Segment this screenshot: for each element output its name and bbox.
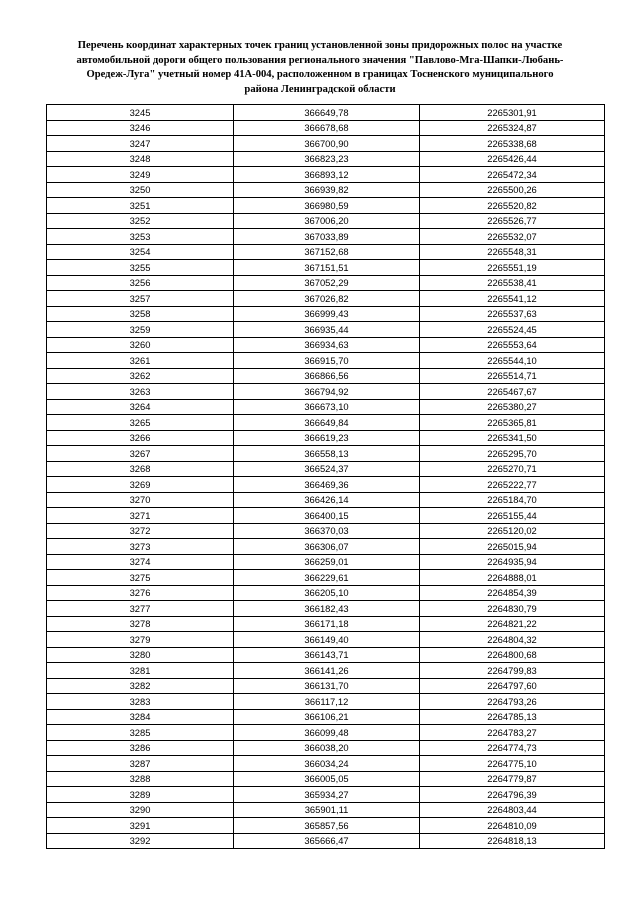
- table-row: [47, 771, 605, 787]
- table-row: [47, 554, 605, 570]
- y-coordinate-cell: 2265526,77: [420, 213, 605, 229]
- x-coordinate-cell: 366935,44: [234, 322, 420, 338]
- table-row: [47, 275, 605, 291]
- y-coordinate-cell: 2264797,60: [420, 678, 605, 694]
- y-coordinate-cell: 2264779,87: [420, 771, 605, 787]
- x-coordinate-cell: 366143,71: [234, 647, 420, 663]
- y-coordinate-cell: 2264821,22: [420, 616, 605, 632]
- point-number-cell: 3260: [47, 337, 234, 353]
- table-row: [47, 213, 605, 229]
- point-number-cell: 3259: [47, 322, 234, 338]
- x-coordinate-cell: 367026,82: [234, 291, 420, 307]
- point-number-cell: 3279: [47, 632, 234, 648]
- x-coordinate-cell: 367152,68: [234, 244, 420, 260]
- table-row: [47, 818, 605, 834]
- table-row: [47, 694, 605, 710]
- x-coordinate-cell: 366649,84: [234, 415, 420, 431]
- y-coordinate-cell: 2264888,01: [420, 570, 605, 586]
- table-row: [47, 787, 605, 803]
- point-number-cell: 3283: [47, 694, 234, 710]
- point-number-cell: 3291: [47, 818, 234, 834]
- table-row: [47, 415, 605, 431]
- y-coordinate-cell: 2264793,26: [420, 694, 605, 710]
- table-row: [47, 663, 605, 679]
- table-row: [47, 260, 605, 276]
- x-coordinate-cell: 366893,12: [234, 167, 420, 183]
- point-number-cell: 3246: [47, 120, 234, 136]
- table-row: [47, 198, 605, 214]
- x-coordinate-cell: 366370,03: [234, 523, 420, 539]
- table-row: [47, 725, 605, 741]
- y-coordinate-cell: 2265015,94: [420, 539, 605, 555]
- point-number-cell: 3266: [47, 430, 234, 446]
- x-coordinate-cell: 366915,70: [234, 353, 420, 369]
- x-coordinate-cell: 366400,15: [234, 508, 420, 524]
- table-row: [47, 105, 605, 121]
- table-row: [47, 833, 605, 849]
- x-coordinate-cell: 366259,01: [234, 554, 420, 570]
- y-coordinate-cell: 2265553,64: [420, 337, 605, 353]
- point-number-cell: 3281: [47, 663, 234, 679]
- point-number-cell: 3271: [47, 508, 234, 524]
- table-row: [47, 601, 605, 617]
- table-row: [47, 306, 605, 322]
- x-coordinate-cell: 365934,27: [234, 787, 420, 803]
- y-coordinate-cell: 2265338,68: [420, 136, 605, 152]
- point-number-cell: 3263: [47, 384, 234, 400]
- y-coordinate-cell: 2265380,27: [420, 399, 605, 415]
- x-coordinate-cell: 367006,20: [234, 213, 420, 229]
- y-coordinate-cell: 2265500,26: [420, 182, 605, 198]
- table-row: [47, 399, 605, 415]
- x-coordinate-cell: 366117,12: [234, 694, 420, 710]
- y-coordinate-cell: 2265184,70: [420, 492, 605, 508]
- table-row: [47, 570, 605, 586]
- x-coordinate-cell: 366469,36: [234, 477, 420, 493]
- point-number-cell: 3252: [47, 213, 234, 229]
- y-coordinate-cell: 2265548,31: [420, 244, 605, 260]
- y-coordinate-cell: 2265467,67: [420, 384, 605, 400]
- x-coordinate-cell: 366524,37: [234, 461, 420, 477]
- x-coordinate-cell: 366099,48: [234, 725, 420, 741]
- x-coordinate-cell: 366823,23: [234, 151, 420, 167]
- table-row: [47, 151, 605, 167]
- table-row: [47, 182, 605, 198]
- point-number-cell: 3255: [47, 260, 234, 276]
- table-row: [47, 647, 605, 663]
- table-row: [47, 337, 605, 353]
- y-coordinate-cell: 2264803,44: [420, 802, 605, 818]
- y-coordinate-cell: 2265365,81: [420, 415, 605, 431]
- table-row: [47, 802, 605, 818]
- x-coordinate-cell: 366005,05: [234, 771, 420, 787]
- point-number-cell: 3253: [47, 229, 234, 245]
- y-coordinate-cell: 2265341,50: [420, 430, 605, 446]
- point-number-cell: 3269: [47, 477, 234, 493]
- x-coordinate-cell: 366182,43: [234, 601, 420, 617]
- table-row: [47, 523, 605, 539]
- y-coordinate-cell: 2265538,41: [420, 275, 605, 291]
- x-coordinate-cell: 366619,23: [234, 430, 420, 446]
- x-coordinate-cell: 366678,68: [234, 120, 420, 136]
- x-coordinate-cell: 365666,47: [234, 833, 420, 849]
- point-number-cell: 3275: [47, 570, 234, 586]
- y-coordinate-cell: 2265544,10: [420, 353, 605, 369]
- point-number-cell: 3284: [47, 709, 234, 725]
- point-number-cell: 3247: [47, 136, 234, 152]
- x-coordinate-cell: 366106,21: [234, 709, 420, 725]
- point-number-cell: 3286: [47, 740, 234, 756]
- coordinates-table: [46, 104, 605, 849]
- point-number-cell: 3258: [47, 306, 234, 322]
- x-coordinate-cell: 366306,07: [234, 539, 420, 555]
- table-row: [47, 446, 605, 462]
- table-row: [47, 322, 605, 338]
- y-coordinate-cell: 2264804,32: [420, 632, 605, 648]
- point-number-cell: 3289: [47, 787, 234, 803]
- table-row: [47, 740, 605, 756]
- y-coordinate-cell: 2264818,13: [420, 833, 605, 849]
- x-coordinate-cell: 366229,61: [234, 570, 420, 586]
- y-coordinate-cell: 2264810,09: [420, 818, 605, 834]
- x-coordinate-cell: 366999,43: [234, 306, 420, 322]
- y-coordinate-cell: 2264785,13: [420, 709, 605, 725]
- x-coordinate-cell: 366673,10: [234, 399, 420, 415]
- table-row: [47, 244, 605, 260]
- table-row: [47, 477, 605, 493]
- y-coordinate-cell: 2265270,71: [420, 461, 605, 477]
- point-number-cell: 3267: [47, 446, 234, 462]
- y-coordinate-cell: 2264796,39: [420, 787, 605, 803]
- table-row: [47, 136, 605, 152]
- title-line-4: района Ленинградской области: [244, 83, 396, 95]
- table-row: [47, 384, 605, 400]
- point-number-cell: 3282: [47, 678, 234, 694]
- document-title: [40, 39, 600, 97]
- point-number-cell: 3285: [47, 725, 234, 741]
- x-coordinate-cell: 366034,24: [234, 756, 420, 772]
- y-coordinate-cell: 2264830,79: [420, 601, 605, 617]
- point-number-cell: 3261: [47, 353, 234, 369]
- table-row: [47, 167, 605, 183]
- y-coordinate-cell: 2265551,19: [420, 260, 605, 276]
- point-number-cell: 3276: [47, 585, 234, 601]
- table-row: [47, 229, 605, 245]
- point-number-cell: 3277: [47, 601, 234, 617]
- table-row: [47, 492, 605, 508]
- table-row: [47, 539, 605, 555]
- y-coordinate-cell: 2264800,68: [420, 647, 605, 663]
- y-coordinate-cell: 2264935,94: [420, 554, 605, 570]
- y-coordinate-cell: 2265222,77: [420, 477, 605, 493]
- y-coordinate-cell: 2265532,07: [420, 229, 605, 245]
- table-row: [47, 461, 605, 477]
- table-row: [47, 709, 605, 725]
- x-coordinate-cell: 366141,26: [234, 663, 420, 679]
- y-coordinate-cell: 2264775,10: [420, 756, 605, 772]
- point-number-cell: 3264: [47, 399, 234, 415]
- y-coordinate-cell: 2265520,82: [420, 198, 605, 214]
- x-coordinate-cell: 367151,51: [234, 260, 420, 276]
- table-row: [47, 756, 605, 772]
- x-coordinate-cell: 366426,14: [234, 492, 420, 508]
- table-row: [47, 353, 605, 369]
- table-row: [47, 291, 605, 307]
- point-number-cell: 3245: [47, 105, 234, 121]
- point-number-cell: 3292: [47, 833, 234, 849]
- y-coordinate-cell: 2265524,45: [420, 322, 605, 338]
- y-coordinate-cell: 2265537,63: [420, 306, 605, 322]
- table-row: [47, 508, 605, 524]
- point-number-cell: 3280: [47, 647, 234, 663]
- y-coordinate-cell: 2264783,27: [420, 725, 605, 741]
- point-number-cell: 3257: [47, 291, 234, 307]
- table-row: [47, 430, 605, 446]
- table-row: [47, 632, 605, 648]
- y-coordinate-cell: 2265472,34: [420, 167, 605, 183]
- x-coordinate-cell: 366794,92: [234, 384, 420, 400]
- title-line-2: автомобильной дороги общего пользования регионального значения "Павлово-Мга-Шапки-Любань-: [76, 54, 564, 66]
- x-coordinate-cell: 365857,56: [234, 818, 420, 834]
- x-coordinate-cell: 365901,11: [234, 802, 420, 818]
- x-coordinate-cell: 366171,18: [234, 616, 420, 632]
- table-row: [47, 120, 605, 136]
- title-line-3: Оредеж-Луга" учетный номер 41А-004, расположенном в границах Тосненского муниципального: [86, 69, 554, 80]
- x-coordinate-cell: 366980,59: [234, 198, 420, 214]
- coordinates-table-body: [47, 105, 605, 849]
- table-row: [47, 368, 605, 384]
- y-coordinate-cell: 2264799,83: [420, 663, 605, 679]
- point-number-cell: 3274: [47, 554, 234, 570]
- y-coordinate-cell: 2265155,44: [420, 508, 605, 524]
- point-number-cell: 3262: [47, 368, 234, 384]
- table-row: [47, 585, 605, 601]
- point-number-cell: 3287: [47, 756, 234, 772]
- title-line-1: Перечень координат характерных точек границ установленной зоны придорожных полос на участке: [77, 40, 563, 51]
- point-number-cell: 3251: [47, 198, 234, 214]
- y-coordinate-cell: 2265426,44: [420, 151, 605, 167]
- x-coordinate-cell: 366700,90: [234, 136, 420, 152]
- y-coordinate-cell: 2265541,12: [420, 291, 605, 307]
- y-coordinate-cell: 2265324,87: [420, 120, 605, 136]
- x-coordinate-cell: 366205,10: [234, 585, 420, 601]
- y-coordinate-cell: 2264854,39: [420, 585, 605, 601]
- point-number-cell: 3278: [47, 616, 234, 632]
- point-number-cell: 3290: [47, 802, 234, 818]
- point-number-cell: 3272: [47, 523, 234, 539]
- y-coordinate-cell: 2265514,71: [420, 368, 605, 384]
- x-coordinate-cell: 366866,56: [234, 368, 420, 384]
- y-coordinate-cell: 2264774,73: [420, 740, 605, 756]
- point-number-cell: 3256: [47, 275, 234, 291]
- x-coordinate-cell: 367033,89: [234, 229, 420, 245]
- y-coordinate-cell: 2265120,02: [420, 523, 605, 539]
- x-coordinate-cell: 366131,70: [234, 678, 420, 694]
- x-coordinate-cell: 366939,82: [234, 182, 420, 198]
- point-number-cell: 3249: [47, 167, 234, 183]
- table-row: [47, 678, 605, 694]
- point-number-cell: 3248: [47, 151, 234, 167]
- y-coordinate-cell: 2265301,91: [420, 105, 605, 121]
- x-coordinate-cell: 366558,13: [234, 446, 420, 462]
- x-coordinate-cell: 366934,63: [234, 337, 420, 353]
- x-coordinate-cell: 366649,78: [234, 105, 420, 121]
- y-coordinate-cell: 2265295,70: [420, 446, 605, 462]
- table-row: [47, 616, 605, 632]
- x-coordinate-cell: 366149,40: [234, 632, 420, 648]
- point-number-cell: 3265: [47, 415, 234, 431]
- point-number-cell: 3270: [47, 492, 234, 508]
- x-coordinate-cell: 367052,29: [234, 275, 420, 291]
- x-coordinate-cell: 366038,20: [234, 740, 420, 756]
- point-number-cell: 3273: [47, 539, 234, 555]
- point-number-cell: 3268: [47, 461, 234, 477]
- point-number-cell: 3250: [47, 182, 234, 198]
- point-number-cell: 3254: [47, 244, 234, 260]
- point-number-cell: 3288: [47, 771, 234, 787]
